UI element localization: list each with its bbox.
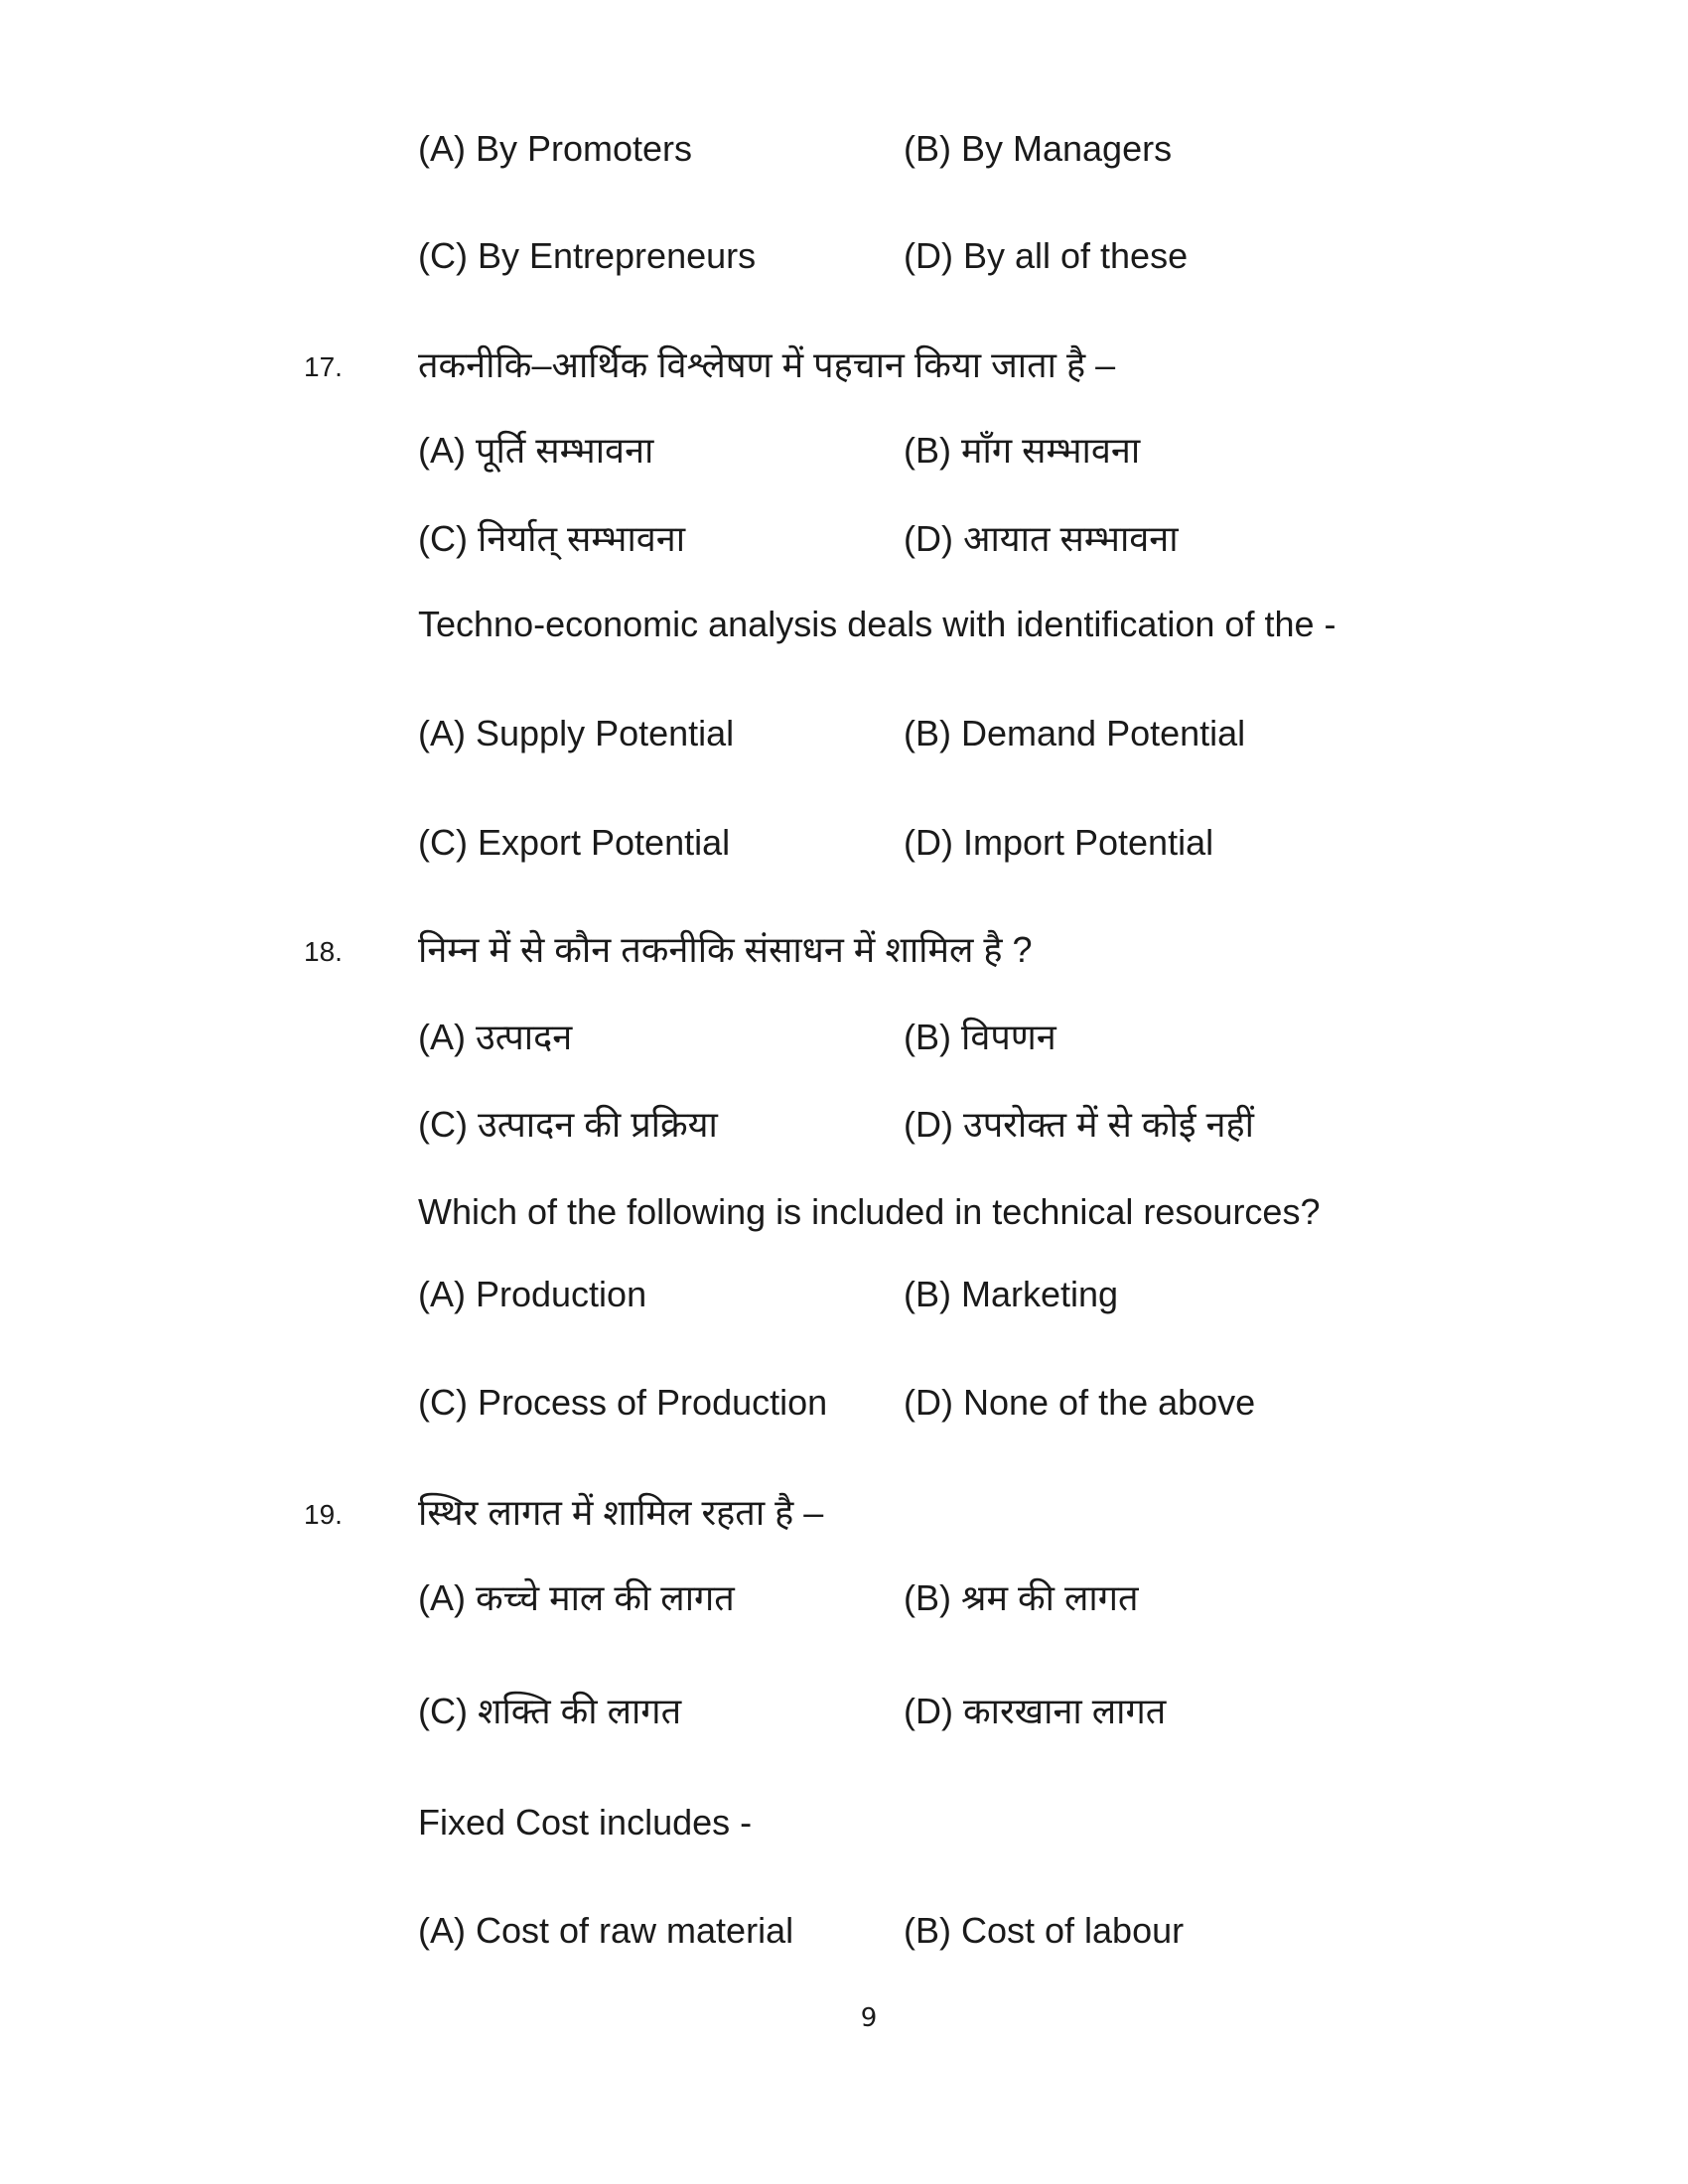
option-a: (A) Supply Potential [418,713,735,753]
option-c: (C) By Entrepreneurs [418,235,757,276]
option-b: (B) By Managers [904,128,1173,169]
option-b: (B) Cost of labour [904,1910,1185,1951]
option-a-hindi: (A) कच्चे माल की लागत [418,1577,735,1618]
option-c: (C) Process of Production [418,1382,828,1423]
option-a-hindi: (A) उत्पादन [418,1017,573,1057]
option-c-hindi: (C) शक्ति की लागत [418,1691,682,1731]
option-c-hindi: (C) उत्पादन की प्रक्रिया [418,1104,718,1145]
option-a-hindi: (A) पूर्ति सम्भावना [418,430,654,471]
page-number: 9 [860,2003,878,2033]
option-c: (C) Export Potential [418,822,731,863]
option-b: (B) Marketing [904,1274,1119,1314]
question-text-english: Techno-economic analysis deals with identification of the - [418,604,1336,644]
option-a: (A) By Promoters [418,128,693,169]
question-number: 18. [304,936,343,967]
question-text-english: Which of the following is included in technical resources? [418,1191,1321,1232]
option-b-hindi: (B) विपणन [904,1017,1056,1057]
question-text-english: Fixed Cost includes - [418,1802,753,1843]
option-d-hindi: (D) आयात सम्भावना [904,518,1179,559]
option-b-hindi: (B) माँग सम्भावना [904,430,1141,471]
option-d: (D) None of the above [904,1382,1256,1423]
option-a: (A) Production [418,1274,647,1314]
option-a: (A) Cost of raw material [418,1910,794,1951]
option-c-hindi: (C) निर्यात् सम्भावना [418,518,686,559]
question-text-hindi: तकनीकि–आर्थिक विश्लेषण में पहचान किया जाता है – [418,344,1116,385]
question-number: 17. [304,351,343,382]
question-text-hindi: निम्न में से कौन तकनीकि संसाधन में शामिल है ? [418,929,1033,970]
question-number: 19. [304,1499,343,1530]
option-b: (B) Demand Potential [904,713,1246,753]
option-d: (D) Import Potential [904,822,1214,863]
option-d-hindi: (D) उपरोक्त में से कोई नहीं [904,1104,1254,1145]
option-b-hindi: (B) श्रम की लागत [904,1577,1139,1618]
question-text-hindi: स्थिर लागत में शामिल रहता है – [418,1492,824,1533]
option-d-hindi: (D) कारखाना लागत [904,1691,1167,1731]
option-d: (D) By all of these [904,235,1189,276]
